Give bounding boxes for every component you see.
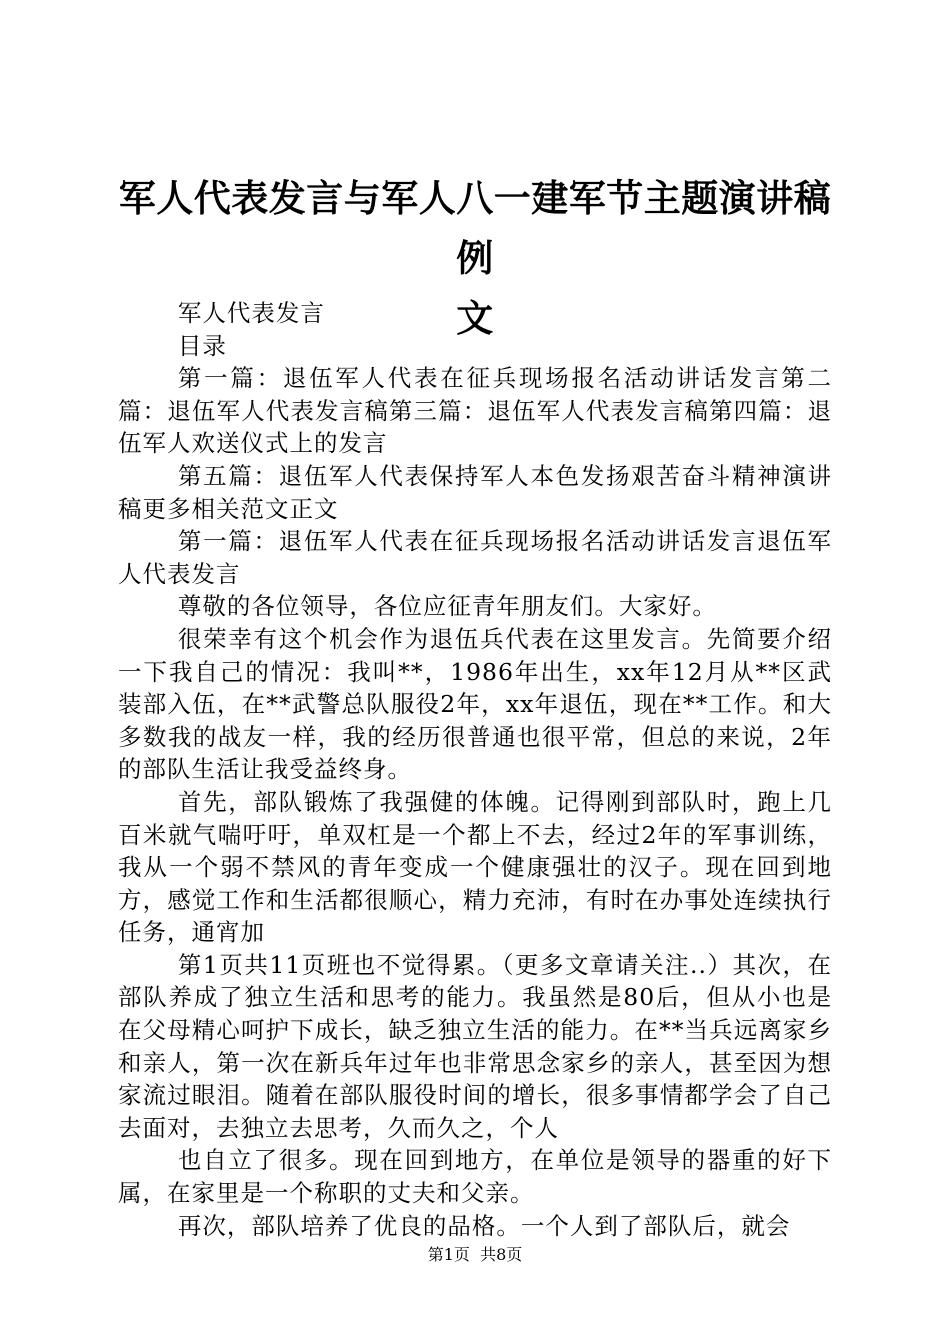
title-line-1: 军人代表发言与军人八一建军节主题演讲稿例 (118, 176, 832, 280)
paragraph: 第一篇：退伍军人代表在征兵现场报名活动讲话发言第二篇：退伍军人代表发言稿第三篇：退伍军人代表发言稿第四篇：退伍军人欢送仪式上的发言 (118, 364, 832, 458)
paragraph: 再次，部队培养了优良的品格。一个人到了部队后，就会 (177, 1211, 791, 1240)
document-body (118, 297, 832, 1242)
paragraph: 军人代表发言 (177, 299, 325, 327)
paragraph: 也自立了很多。现在回到地方，在单位是领导的器重的好下属，在家里是一个称职的丈夫和父亲。 (118, 1146, 832, 1208)
paragraph: 目录 (177, 331, 227, 360)
paragraph: 第一篇：退伍军人代表在征兵现场报名活动讲话发言退伍军人代表发言 (118, 527, 832, 588)
paragraph: 很荣幸有这个机会作为退伍兵代表在这里发言。先简要介绍一下我自己的情况：我叫**，1986年出生，xx年12月从**区武装部入伍，在**武警总队服役2年，xx年退伍，现在**工作。和大多数我的战友一样，我的经历很普通也很平常，但总的来说，2年的部队生活让我受益终身。 (118, 624, 832, 784)
paragraph: 尊敬的各位领导，各位应征青年朋友们。大家好。 (177, 592, 717, 621)
paragraph: 首先，部队锻炼了我强健的体魄。记得刚到部队时，跑上几百米就气喘吁吁，单双杠是一个都上不去，经过2年的军事训练，我从一个弱不禁风的青年变成一个健康强壮的汉子。现在回到地方，感觉工作和生活都很顺心，精力充沛，有时在办事处连续执行任务，通宵加 (118, 787, 832, 947)
paragraph: 第五篇：退伍军人代表保持军人本色发扬艰苦奋斗精神演讲稿更多相关范文正文 (118, 461, 832, 523)
page-number-label: 第1页 共8页 (427, 1245, 523, 1264)
page-footer (0, 1245, 950, 1265)
title-line-2: 文 (456, 296, 494, 340)
paragraph: 第1页共11页班也不觉得累。（更多文章请关注..）其次，在部队养成了独立生活和思考的能力。我虽然是80后，但从小也是在父母精心呵护下成长，缺乏独立生活的能力。在**当兵远离家乡和亲人，第一次在新兵年过年也非常思念家乡的亲人，甚至因为想家流过眼泪。随着在部队服役时间的增长，很多事情都学会了自己去面对，去独立去思考，久而久之，个人 (118, 950, 832, 1142)
